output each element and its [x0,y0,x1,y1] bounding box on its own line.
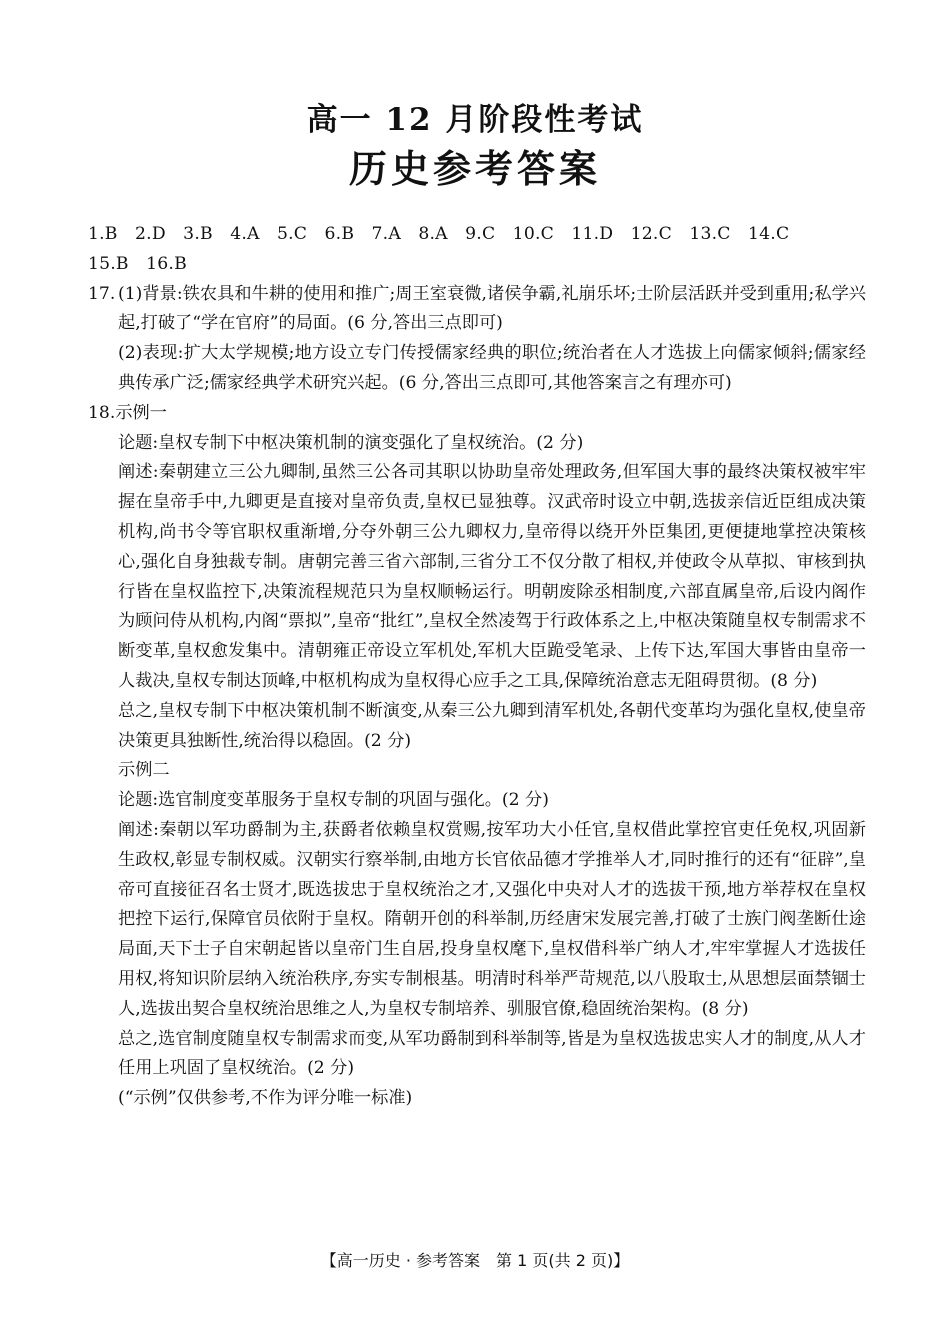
answer-content [88,220,866,1114]
grading-note: (“示例”仅供参考,不作为评分唯一标准) [118,1088,413,1109]
example2-conclusion: 总之,选官制度随皇权专制需求而变,从军功爵制到科举制等,皆是为皇权选拔忠实人才的制度,从人才任用上巩固了皇权统治。(2 分) [118,1028,866,1079]
multiple-choice-answers-row2: 15.B 16.B [88,253,187,274]
multiple-choice-answers-row1: 1.B 2.D 3.B 4.A 5.C 6.B 7.A 8.A 9.C 10.C 11.D 12.C 13.C 14.C [88,224,790,244]
example2-thesis: 论题:选官制度变革服务于皇权专制的巩固与强化。(2 分) [118,790,549,811]
example1-conclusion: 总之,皇权专制下中枢决策机制不断演变,从秦三公九卿到清军机处,各朝代变革均为强化皇权,使皇帝决策更具独断性,统治得以稳固。(2 分) [118,700,866,751]
page-title-line2: 历史参考答案 [348,146,601,191]
example1-label: 示例一 [115,402,167,423]
question-17-part2: (2)表现:扩大太学规模;地方设立专门传授儒家经典的职位;统治者在人才选拔上向儒家倾斜;儒家经典传承广泛;儒家经典学术研究兴起。(6 分,答出三点即可,其他答案言之有理亦可) [118,343,866,393]
example2-argument: 阐述:秦朝以军功爵制为主,获爵者依赖皇权赏赐,按军功大小任官,皇权借此掌控官吏任免权,巩固新生政权,彰显专制权威。汉朝实行察举制,由地方长官依品德才学推举人才,同时推行的还有“征辟”,皇帝可直接征召名士贤才,既选拔忠于皇权统治之才,又强化中央对人才的选拔干预,地方举荐权在皇权把控下运行,保障官员依附于皇权。隋朝开创的科举制,历经唐宋发展完善,打破了士族门阀垄断仕途局面,天下士子自宋朝起皆以皇帝门生自居,投身皇权麾下,皇权借科举广纳人才,牢牢掌握人才选拔任用权,将知识阶层纳入统治秩序,夯实专制根基。明清时科举严苛规范,以八股取士,从思想层面禁锢士人,选拔出契合皇权统治思维之人,为皇权专制培养、驯服官僚,稳固统治架构。(8 分) [118,819,866,1019]
example1-thesis: 论题:皇权专制下中枢决策机制的演变强化了皇权统治。(2 分) [118,432,584,453]
question-17-part1: (1)背景:铁农具和牛耕的使用和推广;周王室衰微,诸侯争霸,礼崩乐坏;士阶层活跃并受到重用;私学兴起,打破了“学在官府”的局面。(6 分,答出三点即可) [118,283,866,334]
page-footer: 【高一历史 · 参考答案 第 1 页(共 2 页)】 [320,1251,630,1270]
question-18-number [88,399,866,429]
page-title-line1: 高一 12 月阶段性考试 [306,102,644,138]
example1-argument: 阐述:秦朝建立三公九卿制,虽然三公各司其职以协助皇帝处理政务,但军国大事的最终决策权被牢牢握在皇帝手中,九卿更是直接对皇帝负责,皇权已显独尊。汉武帝时设立中朝,选拔亲信近臣组成决策机构,尚书令等官职权重渐增,分夺外朝三公九卿权力,皇帝得以绕开外臣集团,更便捷地掌控决策核心,强化自身独裁专制。唐朝完善三省六部制,三省分工不仅分散了相权,并使政令从草拟、审核到执行皆在皇权监控下,决策流程规范只为皇权顺畅运行。明朝废除丞相制度,六部直属皇帝,后设内阁作为顾问侍从机构,内阁“票拟”,皇帝“批红”,皇权全然凌驾于行政体系之上,中枢决策随皇权专制需求不断变革,皇权愈发集中。清朝雍正帝设立军机处,军机大臣跪受笔录、上传下达,军国大事皆由皇帝一人裁决,皇权专制达顶峰,中枢机构成为皇权得心应手之工具,保障统治意志无阻碍贯彻。(8 分) [118,462,866,691]
example2-label: 示例二 [118,760,170,781]
question-17-label: 17. [88,283,116,304]
question-18-label: 18. [88,402,116,423]
